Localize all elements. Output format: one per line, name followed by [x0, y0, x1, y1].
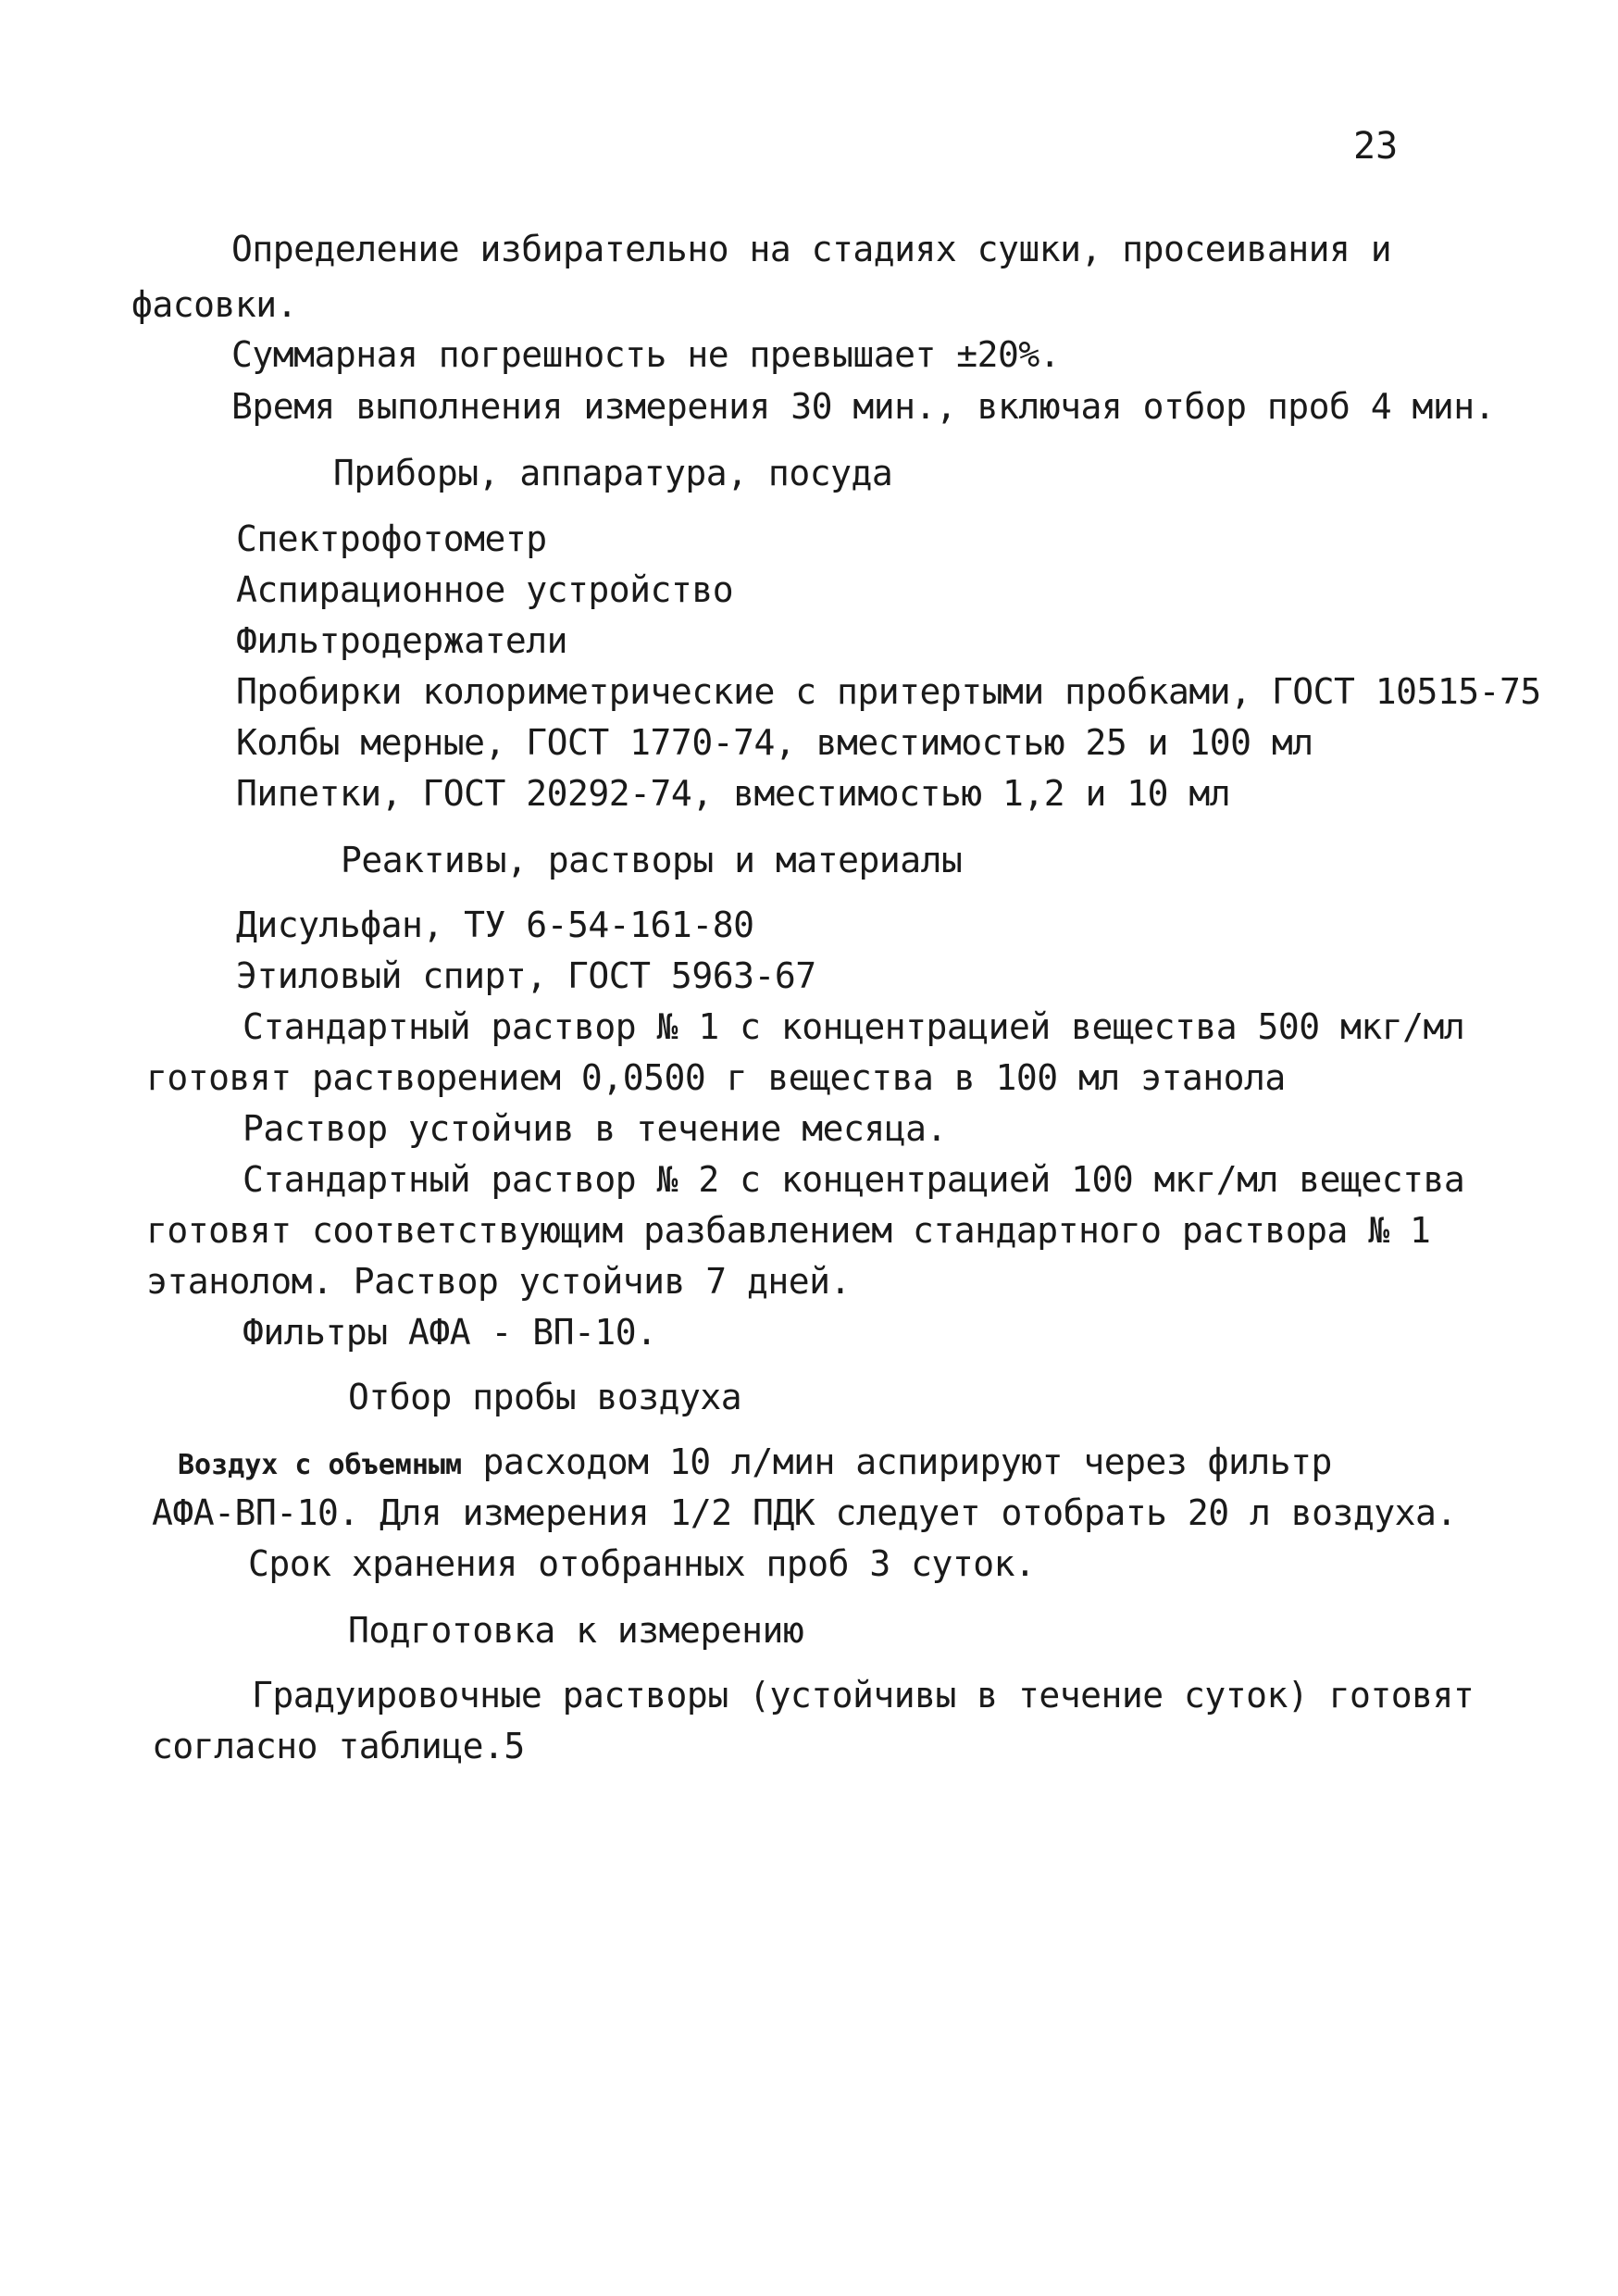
reagent-line-7: готовят соответствующим разбавлением стандартного раствора № 1: [146, 1210, 1431, 1251]
instrument-item-1: Спектрофотометр: [236, 518, 547, 559]
intro-line-2: фасовки.: [131, 284, 298, 325]
preparation-line-2: согласно таблице.5: [152, 1726, 525, 1766]
reagent-line-6: Стандартный раствор № 2 с концентрацией 100 мкг/мл вещества: [243, 1159, 1465, 1200]
reagent-line-8: этанолом. Раствор устойчив 7 дней.: [146, 1261, 851, 1302]
sampling-line-1-rest: расходом 10 л/мин аспирируют через фильтр: [482, 1441, 1332, 1482]
instrument-item-6: Пипетки, ГОСТ 20292-74, вместимостью 1,2 и 10 мл: [236, 773, 1231, 814]
reagent-line-2: Этиловый спирт, ГОСТ 5963-67: [236, 955, 816, 996]
instrument-item-2: Аспирационное устройство: [236, 569, 734, 610]
reagent-line-3: Стандартный раствор № 1 с концентрацией вещества 500 мкг/мл: [243, 1006, 1465, 1047]
instrument-item-4: Пробирки колориметрические с притертыми пробками, ГОСТ 10515-75: [236, 671, 1541, 712]
sampling-line-2: АФА-ВП-10. Для измерения 1/2 ПДК следует отобрать 20 л воздуха.: [152, 1492, 1457, 1533]
error-statement: Суммарная погрешность не превышает ±20%.: [231, 334, 1061, 375]
intro-line-1: Определение избирательно на стадиях сушки, просеивания и: [231, 229, 1392, 269]
sampling-line-3: Срок хранения отобранных проб 3 суток.: [248, 1543, 1036, 1584]
preparation-line-1: Градуировочные растворы (устойчивы в течение суток) готовят: [252, 1675, 1475, 1716]
time-statement: Время выполнения измерения 30 мин., включая отбор проб 4 мин.: [231, 386, 1496, 427]
page-number: 23: [1353, 125, 1399, 168]
sampling-line-1-lead: Воздух с объемным: [178, 1449, 463, 1481]
reagent-line-5: Раствор устойчив в течение месяца.: [243, 1108, 947, 1149]
instruments-heading: Приборы, аппаратура, посуда: [333, 453, 893, 493]
instrument-item-3: Фильтродержатели: [236, 620, 568, 661]
sampling-heading: Отбор пробы воздуха: [348, 1377, 742, 1417]
preparation-heading: Подготовка к измерению: [348, 1610, 804, 1651]
sampling-line-1: [178, 1441, 1332, 1482]
instrument-item-5: Колбы мерные, ГОСТ 1770-74, вместимостью 25 и 100 мл: [236, 722, 1313, 763]
reagents-heading: Реактивы, растворы и материалы: [341, 840, 963, 880]
reagent-line-4: готовят растворением 0,0500 г вещества в 100 мл этанола: [146, 1057, 1286, 1098]
reagent-line-9: Фильтры АФА - ВП-10.: [243, 1312, 657, 1353]
reagent-line-1: Дисульфан, ТУ 6-54-161-80: [236, 905, 754, 945]
